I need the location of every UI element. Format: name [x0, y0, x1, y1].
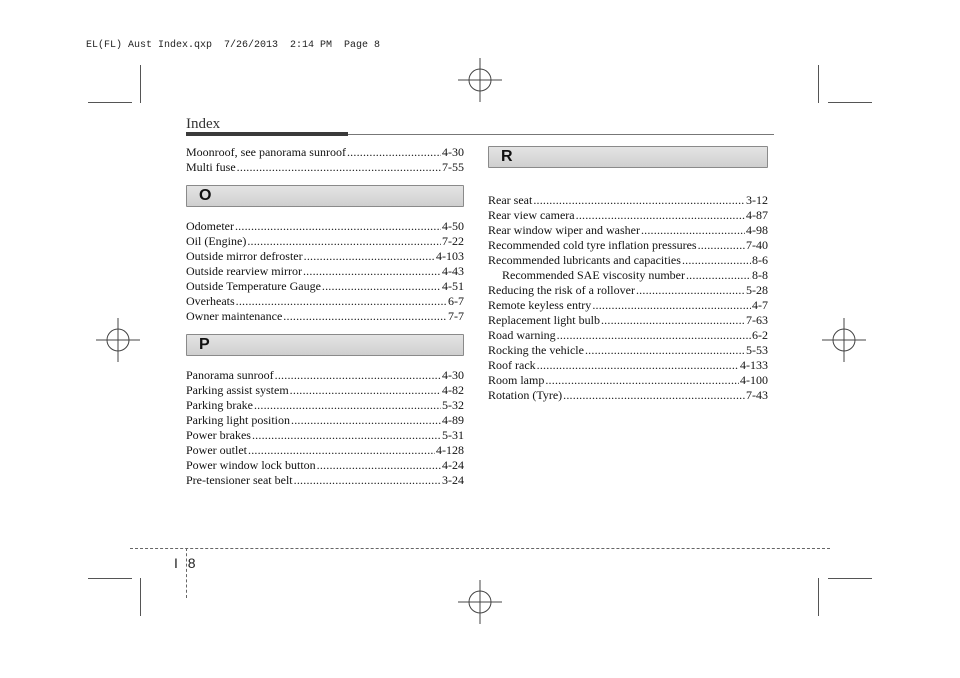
entry-term: Multi fuse [186, 160, 236, 174]
entry-page: 4-89 [442, 413, 464, 427]
entry-term: Replacement light bulb [488, 313, 600, 327]
entry-term: Pre-tensioner seat belt [186, 473, 293, 487]
section-letter: O [199, 187, 212, 204]
entry-term: Panorama sunroof [186, 368, 274, 382]
index-entry [488, 238, 768, 253]
entry-page: 4-103 [436, 249, 464, 263]
index-entry [186, 160, 464, 175]
entry-term: Owner maintenance [186, 309, 283, 323]
page-title: Index [186, 116, 221, 132]
entry-page: 6-2 [752, 328, 768, 342]
index-subentry [488, 268, 768, 283]
print-slug: EL(FL) Aust Index.qxp 7/26/2013 2:14 PM Page 8 [86, 40, 381, 51]
entry-page: 4-133 [740, 358, 768, 372]
header-rule-light [348, 134, 774, 135]
entry-term: Outside Temperature Gauge [186, 279, 321, 293]
index-entry [488, 358, 768, 373]
entry-term: Outside rearview mirror [186, 264, 302, 278]
index-entry [186, 249, 464, 264]
entry-page: 4-24 [442, 458, 464, 472]
entry-term: Odometer [186, 219, 234, 233]
entry-page: 7-7 [448, 309, 464, 323]
section-letter: P [199, 336, 210, 353]
index-entry [186, 264, 464, 279]
registration-mark-icon [96, 318, 140, 362]
index-column-left [186, 145, 464, 488]
section-letter: R [501, 148, 513, 165]
index-entry [186, 383, 464, 398]
entry-term: Rocking the vehicle [488, 343, 584, 357]
entry-term: Power window lock button [186, 458, 316, 472]
entry-term: Rotation (Tyre) [488, 388, 563, 402]
index-entry [186, 458, 464, 473]
registration-mark-icon [822, 318, 866, 362]
entry-page: 4-30 [442, 368, 464, 382]
index-entry [186, 368, 464, 383]
index-entry [186, 398, 464, 413]
entry-term: Room lamp [488, 373, 545, 387]
entry-page: 4-7 [752, 298, 768, 312]
index-entry [488, 223, 768, 238]
entry-term: Recommended SAE viscosity number [502, 268, 685, 282]
index-column-right [488, 146, 768, 403]
entry-term: Rear seat [488, 193, 533, 207]
entry-term: Overheats [186, 294, 235, 308]
entry-term: Remote keyless entry [488, 298, 592, 312]
entry-page: 4-43 [442, 264, 464, 278]
entry-term: Recommended lubricants and capacities [488, 253, 681, 267]
entry-page: 7-55 [442, 160, 464, 174]
entry-page: 7-43 [746, 388, 768, 402]
entry-page: 4-82 [442, 383, 464, 397]
entry-page: 8-8 [752, 268, 768, 282]
index-entry [186, 413, 464, 428]
index-entry [488, 343, 768, 358]
index-entry [488, 298, 768, 313]
entry-term: Power outlet [186, 443, 247, 457]
entry-page: 4-50 [442, 219, 464, 233]
index-entry [488, 313, 768, 328]
crop-mark [140, 578, 141, 616]
index-entry [186, 279, 464, 294]
entry-page: 4-98 [746, 223, 768, 237]
page-number: I 8 [174, 555, 199, 571]
crop-mark [88, 102, 132, 103]
crop-mark [88, 578, 132, 579]
crop-mark [818, 578, 819, 616]
entry-term: Moonroof, see panorama sunroof [186, 145, 346, 159]
entry-page: 4-87 [746, 208, 768, 222]
entry-term: Rear view camera [488, 208, 575, 222]
header-rule-dark [186, 132, 348, 136]
entry-page: 7-40 [746, 238, 768, 252]
section-header-o [186, 185, 464, 207]
entry-page: 7-22 [442, 234, 464, 248]
index-entry [488, 208, 768, 223]
entry-term: Reducing the risk of a rollover [488, 283, 635, 297]
registration-mark-icon [458, 580, 502, 624]
footer-rule [130, 548, 830, 549]
index-entry [186, 443, 464, 458]
index-entry [488, 283, 768, 298]
entry-page: 5-53 [746, 343, 768, 357]
crop-mark [140, 65, 141, 103]
index-entry [186, 145, 464, 160]
entry-term: Roof rack [488, 358, 536, 372]
entry-term: Recommended cold tyre inflation pressures [488, 238, 697, 252]
entry-page: 5-31 [442, 428, 464, 442]
index-entry [488, 253, 768, 268]
entry-page: 5-32 [442, 398, 464, 412]
entry-page: 4-51 [442, 279, 464, 293]
entry-term: Outside mirror defroster [186, 249, 303, 263]
index-entry [186, 428, 464, 443]
entry-page: 4-30 [442, 145, 464, 159]
index-entry [488, 328, 768, 343]
entry-page: 4-100 [740, 373, 768, 387]
entry-term: Parking assist system [186, 383, 289, 397]
entry-page: 3-12 [746, 193, 768, 207]
entry-term: Parking brake [186, 398, 253, 412]
crop-mark [828, 102, 872, 103]
index-entry [488, 193, 768, 208]
entry-page: 3-24 [442, 473, 464, 487]
index-entry [186, 309, 464, 324]
index-entry [488, 388, 768, 403]
entry-page: 5-28 [746, 283, 768, 297]
registration-mark-icon [458, 58, 502, 102]
section-header-p [186, 334, 464, 356]
index-entry [488, 373, 768, 388]
index-entry [186, 234, 464, 249]
entry-term: Rear window wiper and washer [488, 223, 640, 237]
entry-page: 4-128 [436, 443, 464, 457]
crop-mark [818, 65, 819, 103]
entry-term: Power brakes [186, 428, 251, 442]
entry-page: 7-63 [746, 313, 768, 327]
index-entry [186, 219, 464, 234]
index-entry [186, 473, 464, 488]
entry-term: Parking light position [186, 413, 291, 427]
entry-term: Oil (Engine) [186, 234, 247, 248]
entry-page: 8-6 [752, 253, 768, 267]
index-entry [186, 294, 464, 309]
crop-mark [828, 578, 872, 579]
entry-page: 6-7 [448, 294, 464, 308]
entry-term: Road warning [488, 328, 556, 342]
section-header-r [488, 146, 768, 168]
